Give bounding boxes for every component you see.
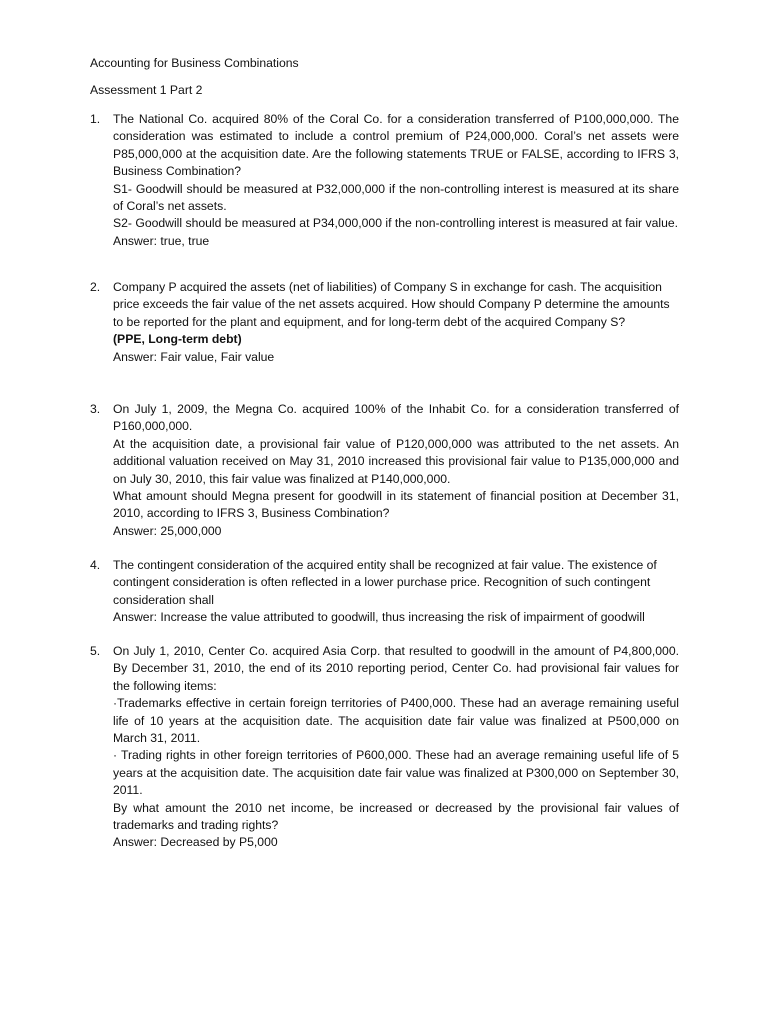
statement-s1: S1- Goodwill should be measured at P32,000,000 if the non-controlling interest is measured at its share of Coral’s net assets.	[113, 181, 679, 214]
answer: Answer: Fair value, Fair value	[113, 349, 275, 364]
course-title: Accounting for Business Combinations	[90, 56, 299, 70]
assessment-title: Assessment 1 Part 2	[90, 83, 203, 97]
question-1	[90, 111, 678, 250]
statement-s2: S2- Goodwill should be measured at P34,000,000 if the non-controlling interest is measured at fair value.	[113, 216, 679, 231]
choice-header: (PPE, Long-term debt)	[113, 332, 242, 347]
question-number: 2.	[90, 280, 101, 294]
question-text-2: By what amount the 2010 net income, be increased or decreased by the provisional fair values of trademarks and trading rights?	[113, 800, 679, 833]
question-text: The contingent consideration of the acquired entity shall be recognized at fair value. The existence of contingent consideration is often reflected in a lower purchase price. Recognition of such contingent consideration shall	[113, 558, 657, 607]
question-number: 3.	[90, 402, 101, 416]
question-5	[90, 643, 678, 852]
question-text: On July 1, 2009, the Megna Co. acquired 100% of the Inhabit Co. for a consideration transferred of P160,000,000.	[113, 402, 679, 434]
item-trading-rights: · Trading rights in other foreign territories of P600,000. These had an average remaining useful life of 5 years at the acquisition date. The acquisition date fair value was finalized at P300,000 on September 30, 2011.	[113, 748, 679, 798]
answer: Answer: Decreased by P5,000	[113, 835, 278, 850]
question-number: 5.	[90, 644, 101, 658]
question-3	[90, 401, 678, 540]
question-2	[90, 279, 678, 366]
question-4	[90, 557, 678, 627]
answer: Answer: Increase the value attributed to goodwill, thus increasing the risk of impairment of goodwill	[113, 610, 645, 625]
question-text: The National Co. acquired 80% of the Coral Co. for a consideration transferred of P100,000,000. The consideration was estimated to include a control premium of P24,000,000. Coral’s net assets were P85,000,000 at the acquisition date. Are the following statements TRUE or FALSE, according to IFRS 3, Business Combination?	[113, 112, 679, 179]
question-text: Company P acquired the assets (net of liabilities) of Company S in exchange for cash. The acquisition price exceeds the fair value of the net assets acquired. How should Company P determine the amounts to be reported for the plant and equipment, and for long-term debt of the acquired Company S?	[113, 280, 670, 329]
question-text-3: What amount should Megna present for goodwill in its statement of financial position at December 31, 2010, according to IFRS 3, Business Combination?	[113, 489, 679, 521]
item-trademarks: ·Trademarks effective in certain foreign territories of P400,000. These had an average remaining useful life of 10 years at the acquisition date. The acquisition date fair value was finalized at P500,000 on March 31, 2011.	[113, 696, 679, 746]
answer: Answer: 25,000,000	[113, 523, 222, 538]
question-text-2: At the acquisition date, a provisional fair value of P120,000,000 was attributed to the net assets. An additional valuation received on May 31, 2010 increased this provisional fair value to P135,000,000 and on July 30, 2010, this fair value was finalized at P140,000,000.	[113, 436, 679, 486]
question-number: 1.	[90, 112, 101, 126]
answer: Answer: true, true	[113, 233, 210, 248]
question-text: On July 1, 2010, Center Co. acquired Asia Corp. that resulted to goodwill in the amount of P4,800,000. By December 31, 2010, the end of its 2010 reporting period, Center Co. had provisional fair values for the following items:	[113, 644, 679, 693]
question-number: 4.	[90, 558, 101, 572]
